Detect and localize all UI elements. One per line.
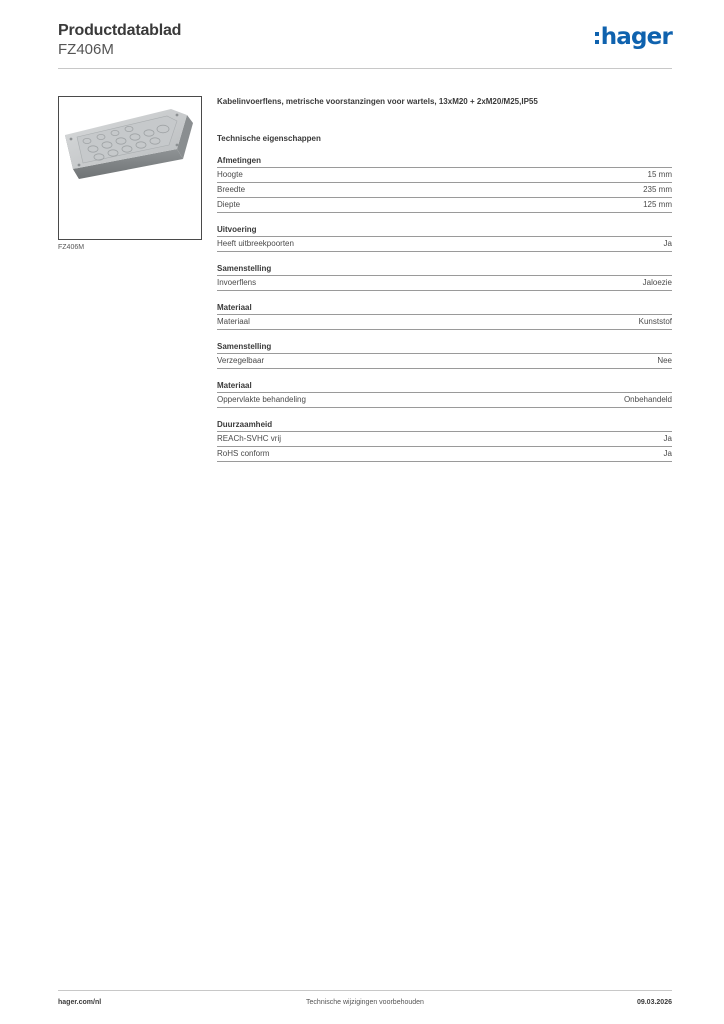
spec-section-materiaal-2: [217, 380, 672, 408]
spec-row: [217, 432, 672, 447]
spec-label: Materiaal: [217, 317, 250, 326]
spec-label: Breedte: [217, 185, 246, 194]
cable-entry-plate-image: [59, 97, 201, 239]
spec-row: [217, 237, 672, 252]
hager-logo: [595, 26, 672, 49]
spec-label: Oppervlakte behandeling: [217, 395, 306, 404]
spec-section-duurzaamheid: [217, 419, 672, 462]
spec-row: [217, 276, 672, 291]
spec-row: [217, 198, 672, 213]
section-title: Samenstelling: [217, 263, 672, 276]
spec-label: Heeft uitbreekpoorten: [217, 239, 294, 248]
section-title: Samenstelling: [217, 341, 672, 354]
spec-value: Ja: [663, 239, 672, 248]
page-header: [58, 22, 672, 69]
spec-value: 125 mm: [643, 200, 672, 209]
spec-heading: Technische eigenschappen: [217, 134, 321, 143]
page-footer: [58, 990, 672, 1011]
spec-row: [217, 447, 672, 462]
spec-section-afmetingen: [217, 155, 672, 213]
spec-value: Ja: [663, 434, 672, 443]
logo-text: hager: [600, 24, 672, 50]
spec-section-uitvoering: [217, 224, 672, 252]
section-title: Materiaal: [217, 380, 672, 393]
spec-row: [217, 393, 672, 408]
spec-row: [217, 315, 672, 330]
section-title: Uitvoering: [217, 224, 672, 237]
spec-section-samenstelling: [217, 263, 672, 291]
spec-value: Ja: [663, 449, 672, 458]
spec-value: Kunststof: [638, 317, 672, 326]
spec-value: 15 mm: [647, 170, 672, 179]
spec-label: RoHS conform: [217, 449, 270, 458]
image-caption: FZ406M: [58, 244, 85, 251]
product-image: [58, 96, 202, 240]
spec-row: [217, 183, 672, 198]
spec-section-materiaal: [217, 302, 672, 330]
spec-value: 235 mm: [643, 185, 672, 194]
spec-value: Nee: [657, 356, 672, 365]
spec-row: [217, 354, 672, 369]
spec-label: Hoogte: [217, 170, 243, 179]
spec-value: Jaloezie: [642, 278, 672, 287]
footer-date: 09.03.2026: [636, 999, 672, 1006]
section-title: Materiaal: [217, 302, 672, 315]
document-title: Productdatablad: [58, 22, 182, 39]
product-description: Kabelinvoerflens, metrische voorstanzingen voor wartels, 13xM20 + 2xM20/M25,IP55: [217, 97, 538, 106]
spec-value: Onbehandeld: [623, 395, 672, 404]
spec-section-samenstelling-2: [217, 341, 672, 369]
spec-label: Verzegelbaar: [217, 356, 265, 365]
spec-label: Invoerflens: [217, 278, 257, 287]
section-title: Afmetingen: [217, 155, 672, 168]
footer-notice: Technische wijzigingen voorbehouden: [306, 999, 424, 1006]
spec-label: REACh-SVHC vrij: [217, 434, 282, 443]
footer-website-link[interactable]: hager.com/nl: [58, 999, 102, 1006]
product-content: [217, 96, 672, 473]
product-code: FZ406M: [58, 41, 114, 58]
section-title: Duurzaamheid: [217, 419, 672, 432]
spec-row: [217, 168, 672, 183]
spec-label: Diepte: [217, 200, 241, 209]
logo-colon-icon: [595, 30, 599, 46]
